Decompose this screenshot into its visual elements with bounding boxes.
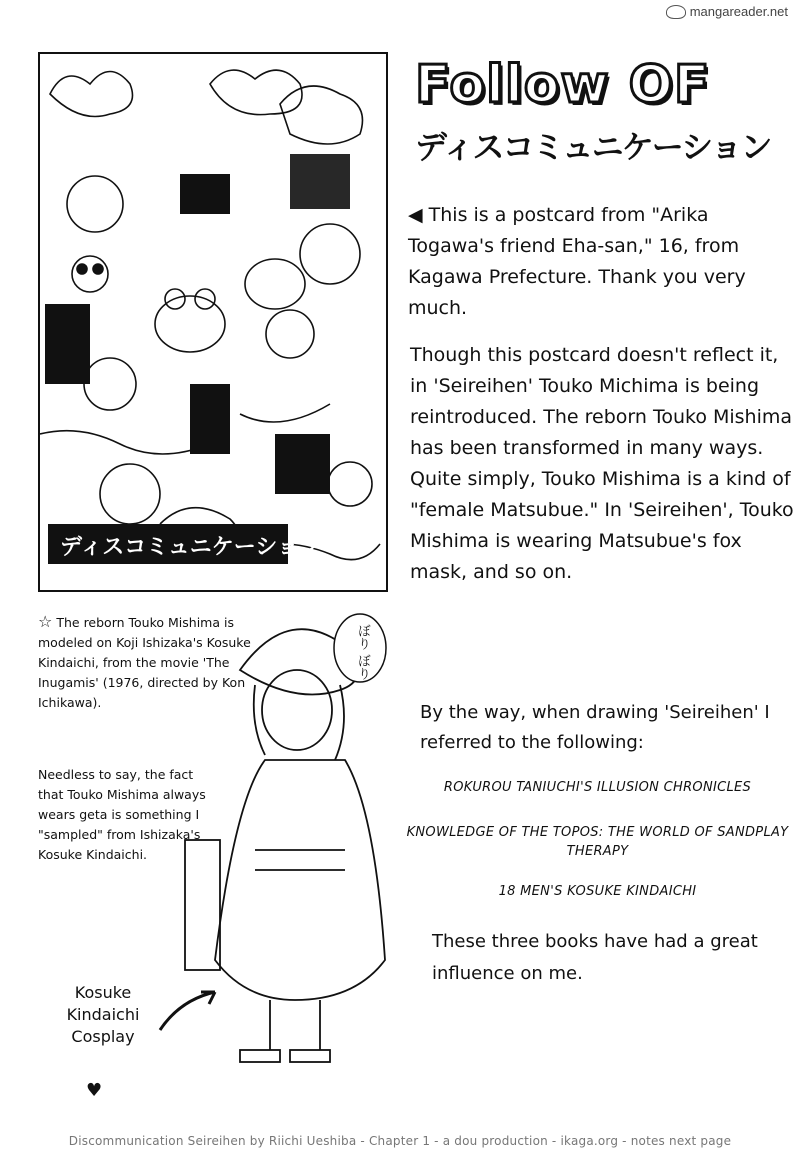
heart-icon: ♥: [86, 1080, 103, 1101]
watermark: [666, 4, 788, 19]
arrow-icon: [155, 985, 225, 1035]
closing-paragraph: These three books have had a great influence on me.: [432, 931, 758, 984]
cosplay-label: Kosuke Kindaichi Cosplay: [66, 983, 140, 1046]
book-title-2: KNOWLEDGE OF THE TOPOS: THE WORLD OF SANDPLAY THERAPY: [406, 825, 789, 859]
svg-text:ディスコミュニケーション: ディスコミュニケーション: [60, 535, 321, 560]
manga-logo-icon: [666, 5, 686, 19]
star-note-text: The reborn Touko Mishima is modeled on Koji Ishizaka's Kosuke Kindaichi, from the movie 'The Inugamis' (1976, directed by Kon Ichikawa).: [38, 615, 251, 710]
reintro-paragraph: Though this postcard doesn't reflect it, in 'Seireihen' Touko Michima is being reintroduced. The reborn Touko Mishima has been transformed in many ways. Quite simply, Touko Mishima is a kind of "female Matsubue." In 'Seireihen', Touko Mishima is wearing Matsubue's fox mask, and so on.: [410, 344, 794, 583]
footer-credits: Discommunication Seireihen by Riichi Ueshiba - Chapter 1 - a dou production - ikaga.org - notes next page: [68, 1134, 732, 1148]
reference-intro: By the way, when drawing 'Seireihen' I referred to the following:: [420, 702, 770, 753]
watermark-text: mangareader.net: [689, 4, 788, 19]
speech-bubble: [330, 610, 390, 690]
bubble-text: ぼり ぼり: [355, 624, 370, 681]
geta-note: Needless to say, the fact that Touko Mishima always wears geta is something I "sampled" from Ishizaka's Kosuke Kindaichi.: [38, 767, 206, 862]
postcard-illustration: [38, 52, 388, 592]
intro-paragraph: ◀ This is a postcard from "Arika Togawa's friend Eha-san," 16, from Kagawa Prefecture. Thank you very much.: [408, 204, 746, 319]
page-title: Follow OF: [415, 55, 711, 115]
page-subtitle: ディスコミュニケーション: [415, 128, 771, 166]
book-title-3: 18 MEN'S KOSUKE KINDAICHI: [498, 884, 697, 899]
star-icon: ☆: [38, 612, 53, 631]
postcard-drawing-icon: [40, 54, 386, 590]
book-title-1: ROKUROU TANIUCHI'S ILLUSION CHRONICLES: [443, 780, 752, 795]
